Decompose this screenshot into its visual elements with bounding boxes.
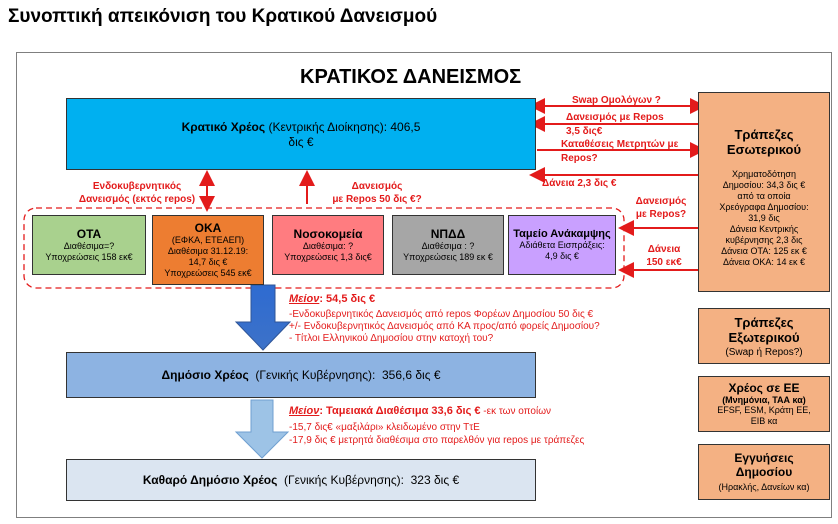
- intragov-label-1: Ενδοκυβερνητικός: [92, 181, 182, 192]
- guarantees-sub: (Ηρακλής, Δανείων κα): [718, 482, 810, 492]
- eu-debt-sub3: ΕΙΒ κα: [750, 416, 778, 426]
- guarantees-box: [698, 444, 830, 500]
- minus2-heading: [289, 405, 551, 417]
- foreign-banks-box: [698, 308, 830, 364]
- state-debt-unit: δις €: [288, 135, 314, 149]
- foreign-banks-sub: (Swap ή Repos?): [725, 346, 803, 358]
- entity-line: Υποχρεώσεις 545 εκ€: [164, 268, 252, 278]
- minus1-line: +/- Ενδοκυβερνητικός Δανεισμός από ΚΑ προς/από φορείς Δημοσίου?: [289, 321, 600, 332]
- state-debt-value: (Κεντρικής Διοίκησης): 406,5: [265, 120, 421, 134]
- domestic-banks-line: Χρηματοδότηση: [732, 169, 796, 179]
- diagram-title: ΚΡΑΤΙΚΟΣ ΔΑΝΕΙΣΜΟΣ: [300, 66, 522, 88]
- minus1-value: : 54,5 δις €: [319, 293, 376, 305]
- net-debt-box: [66, 459, 536, 501]
- entity-ota: [32, 215, 146, 275]
- domestic-banks-line: 31,9 δις: [748, 213, 780, 223]
- entity-line: Διαθέσιμα : ?: [421, 241, 475, 251]
- eu-debt-sub2: EFSF, ESM, Κράτη ΕΕ,: [717, 405, 811, 415]
- entity-line: Αδιάθετα Εισπράξεις:: [519, 240, 605, 250]
- entity-title: ΟΤΑ: [76, 227, 102, 241]
- loans150-label-2: 150 εκ€: [646, 257, 682, 268]
- minus2-lines: [289, 421, 584, 447]
- eu-debt-sub1: (Μνημόνια, ΤΑΑ κα): [722, 395, 806, 405]
- down-arrow-1: [236, 285, 290, 350]
- entity-hospitals: [272, 215, 384, 275]
- entity-line: Υποχρεώσεις 1,3 δις€: [284, 252, 372, 262]
- entity-title: Ταμείο Ανάκαμψης: [513, 228, 611, 240]
- minus1-lines: [289, 309, 600, 345]
- public-debt-value: (Γενικής Κυβέρνησης): 356,6 δις €: [248, 368, 441, 382]
- state-debt-label: Κρατικό Χρέος: [181, 120, 266, 134]
- loan50-label-1: Δανεισμός: [351, 181, 403, 192]
- state-debt-box: [66, 98, 536, 170]
- down-arrow-2: [236, 400, 288, 458]
- page-title: Συνοπτική απεικόνιση του Κρατικού Δανεισμού: [8, 6, 438, 27]
- entity-title: ΝΠΔΔ: [430, 227, 466, 241]
- entity-npdd: [392, 215, 504, 275]
- net-debt-value: (Γενικής Κυβέρνησης): 323 δις €: [277, 473, 460, 487]
- domestic-banks-line: Δάνεια Κεντρικής: [729, 224, 799, 234]
- deposits-label-1: Καταθέσεις Μετρητών με: [561, 139, 679, 150]
- swap-label: Swap Ομολόγων ?: [572, 95, 661, 106]
- domestic-banks-box: [698, 92, 830, 292]
- entity-line: Διαθέσιμα: ?: [302, 241, 354, 251]
- minus2-tail: -εκ των οποίων: [480, 406, 552, 417]
- domestic-banks-line: Δημοσίου: 34,3 δις €: [722, 180, 806, 190]
- public-debt-box: [66, 352, 536, 398]
- entity-line: 14,7 δις €: [188, 257, 228, 267]
- minus2-line: -17,9 δις € μετρητά διαθέσιμα στο παρελθόν για repos με τράπεζες: [289, 435, 585, 446]
- public-debt-label: Δημόσιο Χρέος: [161, 368, 249, 382]
- minus2-value: : Ταμειακά Διαθέσιμα 33,6 δις €: [319, 405, 481, 417]
- domestic-banks-line: Δάνεια ΟΚΑ: 14 εκ €: [723, 257, 805, 267]
- entity-title: ΟΚΑ: [194, 221, 222, 235]
- repos-amount-label: 3,5 δις€: [566, 126, 603, 137]
- entity-line: (ΕΦΚΑ, ΕΤΕΑΕΠ): [171, 235, 245, 245]
- entity-line: 4,9 δις €: [545, 251, 579, 261]
- entity-line: Υποχρεώσεις 189 εκ €: [403, 252, 493, 262]
- domestic-banks-line: από τα οποία: [737, 191, 791, 201]
- domestic-banks-line: Δάνεια ΟΤΑ: 125 εκ €: [721, 246, 807, 256]
- repos-loan-label: Δανεισμός με Repos: [566, 112, 664, 123]
- net-debt-label: Καθαρό Δημόσιο Χρέος: [142, 473, 278, 487]
- eu-debt-box: [698, 376, 830, 432]
- minus1-label: Μείον: [289, 293, 320, 305]
- entity-oka: [152, 215, 264, 285]
- loan50-label-2: με Repos 50 δις €?: [332, 194, 422, 205]
- entity-title: Νοσοκομεία: [293, 227, 363, 241]
- deposits-label-2: Repos?: [561, 153, 598, 164]
- minus2-label: Μείον: [289, 405, 320, 417]
- entity-line: Διαθέσιμα 31.12.19:: [167, 246, 249, 256]
- minus2-line: -15,7 δις€ «μαξιλάρι» κλειδωμένο στην ΤτΕ: [289, 422, 480, 433]
- loans150-label-1: Δάνεια: [647, 244, 681, 255]
- eu-debt-title: Χρέος σε ΕΕ: [728, 381, 800, 395]
- guarantees-title: Εγγυήσεις Δημοσίου: [734, 451, 794, 479]
- repos-q-label-2: με Repos?: [635, 209, 687, 220]
- minus1-line: -Ενδοκυβερνητικός Δανεισμός από repos Φορέων Δημοσίου 50 δις €: [289, 309, 594, 320]
- domestic-banks-title: Τράπεζες Εσωτερικού: [726, 127, 802, 157]
- domestic-banks-line: κυβέρνησης 2,3 δις: [725, 235, 803, 245]
- entity-line: Διαθέσιμα=?: [63, 241, 115, 251]
- minus1-line: - Τίτλοι Ελληνικού Δημοσίου στην κατοχή του?: [289, 333, 494, 344]
- minus1-heading: [289, 293, 375, 305]
- entity-line: Υποχρεώσεις 158 εκ€: [45, 252, 133, 262]
- intragov-label-2: Δανεισμός (εκτός repos): [78, 194, 196, 205]
- entity-recovery-fund: [508, 215, 616, 275]
- foreign-banks-title: Τράπεζες Εξωτερικού: [728, 314, 800, 345]
- domestic-banks-line: Χρεόγραφα Δημοσίου:: [719, 202, 809, 212]
- repos-q-label-1: Δανεισμός: [635, 196, 687, 207]
- loans23-label: Δάνεια 2,3 δις €: [542, 178, 617, 189]
